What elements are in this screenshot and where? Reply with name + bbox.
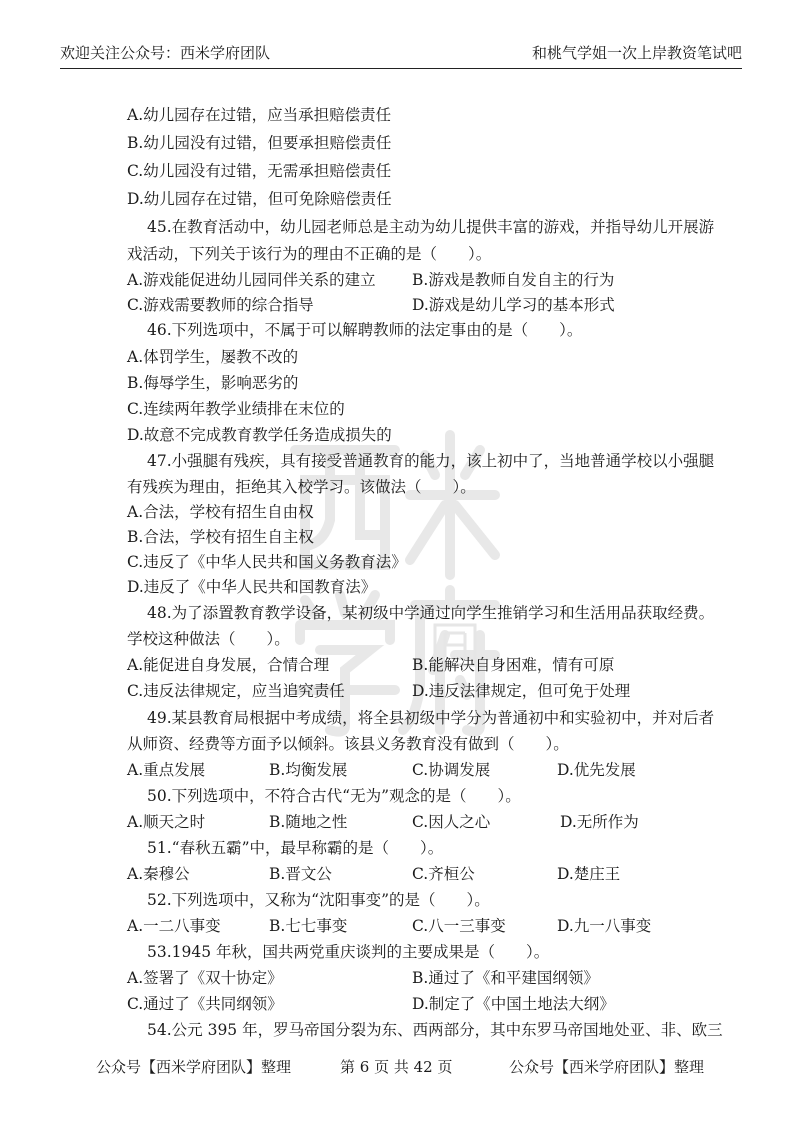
q50-option-d: D.无所作为: [560, 813, 639, 831]
q53-option-c: C.通过了《共同纲领》: [127, 995, 283, 1013]
q48-stem-line2: 学校这种做法（ ）。: [127, 630, 290, 648]
q47-stem-line1: 47.小强腿有残疾，具有接受普通教育的能力，该上初中了，当地普通学校以小强腿: [147, 452, 715, 470]
q52-option-b: B.七七事变: [269, 917, 348, 935]
q44-option-b: B.幼儿园没有过错，但要承担赔偿责任: [127, 134, 392, 152]
q46-option-a: A.体罚学生，屡教不改的: [127, 348, 299, 366]
q44-option-d: D.幼儿园存在过错，但可免除赔偿责任: [127, 190, 392, 208]
q47-option-c: C.违反了《中华人民共和国义务教育法》: [127, 553, 407, 571]
q52-stem: 52.下列选项中，又称为“沈阳事变”的是（ ）。: [147, 891, 490, 909]
q50-stem: 50.下列选项中，不符合古代“无为”观念的是（ ）。: [147, 787, 521, 805]
q45-stem-line1: 45.在教育活动中，幼儿园老师总是主动为幼儿提供丰富的游戏，并指导幼儿开展游: [147, 218, 715, 236]
q50-option-b: B.随地之性: [269, 813, 348, 831]
footer-left-text: 公众号【西米学府团队】整理: [96, 1058, 292, 1076]
q47-option-b: B.合法，学校有招生自主权: [127, 528, 314, 546]
q45-option-b: B.游戏是教师自发自主的行为: [412, 271, 615, 289]
q51-option-d: D.楚庄王: [557, 865, 621, 883]
q52-option-d: D.九一八事变: [557, 917, 652, 935]
q45-option-a: A.游戏能促进幼儿园同伴关系的建立: [127, 271, 376, 289]
q46-option-d: D.故意不完成教育教学任务造成损失的: [127, 426, 392, 444]
q53-option-a: A.签署了《双十协定》: [127, 969, 283, 987]
q50-option-c: C.因人之心: [412, 813, 491, 831]
q48-option-b: B.能解决自身困难，情有可原: [412, 656, 615, 674]
q46-stem: 46.下列选项中，不属于可以解聘教师的法定事由的是（ ）。: [147, 321, 583, 339]
page-footer: [0, 1055, 800, 1079]
q50-option-a: A.顺天之时: [127, 813, 206, 831]
page-header: [60, 38, 742, 69]
q47-stem-line2: 有残疾为理由，拒绝其入校学习。该做法（ ）。: [127, 478, 476, 496]
footer-page-number: 第 6 页 共 42 页: [340, 1058, 453, 1076]
q52-option-a: A.一二八事变: [127, 917, 221, 935]
q46-option-c: C.连续两年教学业绩排在末位的: [127, 400, 345, 418]
q49-option-c: C.协调发展: [412, 761, 491, 779]
q53-stem: 53.1945 年秋，国共两党重庆谈判的主要成果是（ ）。: [147, 943, 550, 961]
q52-option-c: C.八一三事变: [412, 917, 506, 935]
header-right-text: 和桃气学姐一次上岸教资笔试吧: [531, 44, 742, 62]
q47-option-a: A.合法，学校有招生自由权: [127, 503, 314, 521]
q48-option-d: D.违反法律规定，但可免于处理: [412, 682, 631, 700]
q46-option-b: B.侮辱学生，影响恶劣的: [127, 374, 299, 392]
q49-option-b: B.均衡发展: [269, 761, 348, 779]
q45-option-d: D.游戏是幼儿学习的基本形式: [412, 296, 615, 314]
q48-option-c: C.违反法律规定，应当追究责任: [127, 682, 345, 700]
q48-option-a: A.能促进自身发展，合情合理: [127, 656, 330, 674]
q54-stem-line1: 54.公元 395 年，罗马帝国分裂为东、西两部分，其中东罗马帝国地处亚、非、欧三: [147, 1021, 723, 1039]
q47-option-d: D.违反了《中华人民共和国教育法》: [127, 578, 377, 596]
q51-option-b: B.晋文公: [269, 865, 332, 883]
q53-option-b: B.通过了《和平建国纲领》: [412, 969, 599, 987]
q51-stem: 51.“春秋五霸”中，最早称霸的是（ ）。: [147, 839, 444, 857]
q49-stem-line2: 从师资、经费等方面予以倾斜。该县义务教育没有做到（ ）。: [127, 735, 569, 753]
q45-stem-line2: 戏活动，下列关于该行为的理由不正确的是（ ）。: [127, 245, 492, 263]
footer-right-text: 公众号【西米学府团队】整理: [509, 1058, 705, 1076]
q49-option-d: D.优先发展: [557, 761, 636, 779]
q49-stem-line1: 49.某县教育局根据中考成绩，将全县初级中学分为普通初中和实验初中，并对后者: [147, 709, 715, 727]
q51-option-a: A.秦穆公: [127, 865, 190, 883]
q44-option-a: A.幼儿园存在过错，应当承担赔偿责任: [127, 106, 392, 124]
q53-option-d: D.制定了《中国土地法大纲》: [412, 995, 615, 1013]
header-left-text: 欢迎关注公众号：西米学府团队: [60, 44, 271, 62]
q44-option-c: C.幼儿园没有过错，无需承担赔偿责任: [127, 162, 392, 180]
q49-option-a: A.重点发展: [127, 761, 206, 779]
q51-option-c: C.齐桓公: [412, 865, 475, 883]
q48-stem-line1: 48.为了添置教育教学设备，某初级中学通过向学生推销学习和生活用品获取经费。: [147, 604, 715, 622]
q45-option-c: C.游戏需要教师的综合指导: [127, 296, 314, 314]
